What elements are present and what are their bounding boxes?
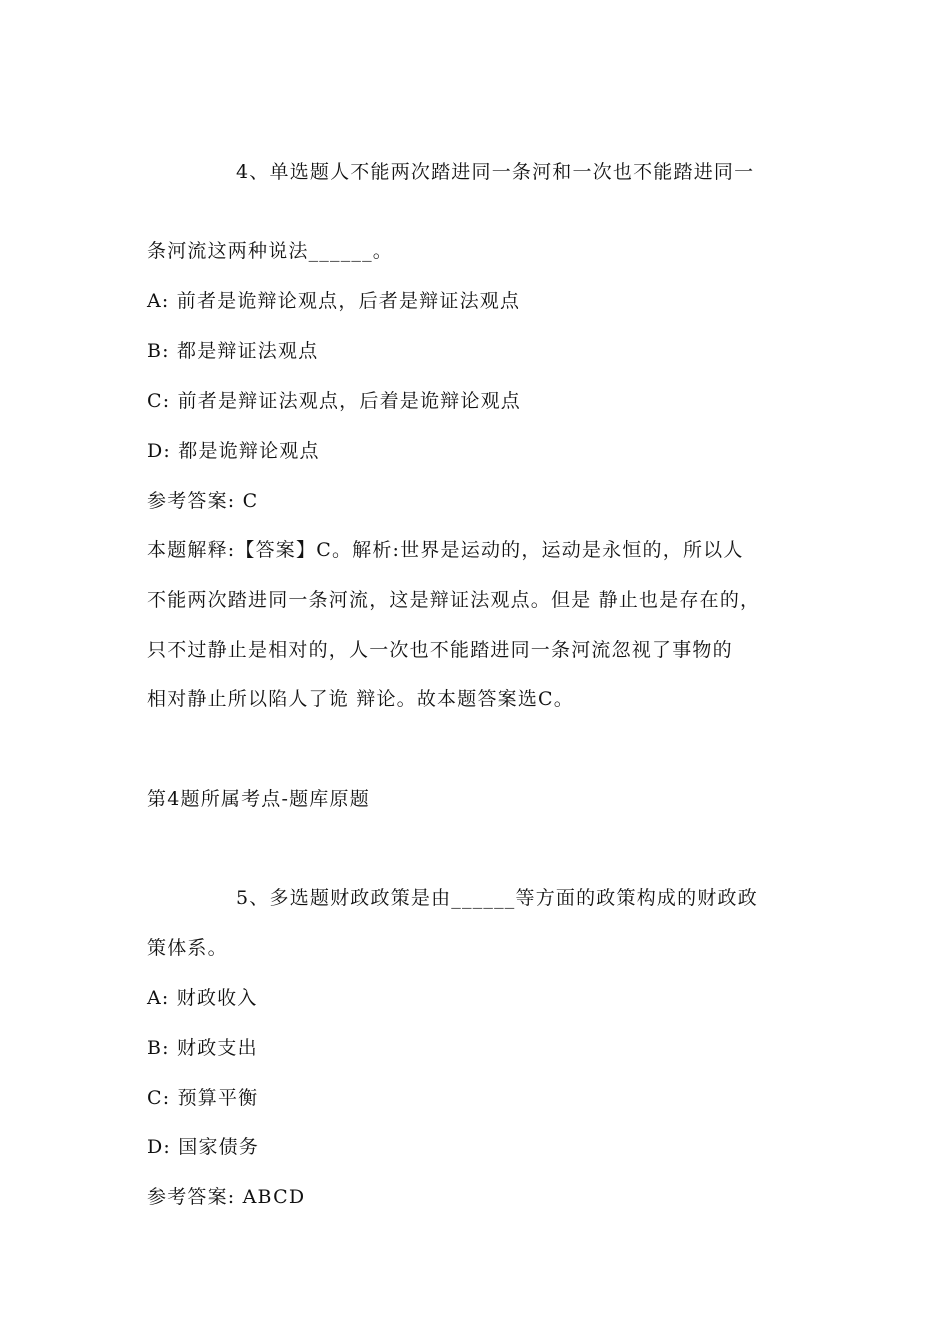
question-5-answer: 参考答案: ABCD bbox=[147, 1186, 306, 1208]
question-5-stem-line-1: 5、多选题财政政策是由______等方面的政策构成的财政政 bbox=[236, 887, 758, 909]
question-4-option-d: D: 都是诡辩论观点 bbox=[147, 440, 320, 462]
question-4-explanation-line-2: 不能两次踏进同一条河流，这是辩证法观点。但是 静止也是存在的， bbox=[147, 589, 761, 611]
question-4-explanation-line-3: 只不过静止是相对的，人一次也不能踏进同一条河流忽视了事物的 bbox=[147, 639, 733, 661]
question-5-option-d: D: 国家债务 bbox=[147, 1136, 260, 1158]
question-4-option-a: A: 前者是诡辩论观点，后者是辩证法观点 bbox=[147, 290, 521, 312]
question-5-option-b: B: 财政支出 bbox=[147, 1037, 258, 1059]
question-4-answer: 参考答案: C bbox=[147, 490, 259, 512]
question-4-option-b: B: 都是辩证法观点 bbox=[147, 340, 319, 362]
question-4-topic: 第4题所属考点-题库原题 bbox=[147, 788, 370, 810]
question-4-explanation-line-1: 本题解释:【答案】C。解析:世界是运动的，运动是永恒的，所以人 bbox=[147, 539, 744, 561]
question-4-stem-line-1: 4、单选题人不能两次踏进同一条河和一次也不能踏进同一 bbox=[236, 161, 755, 183]
question-4-option-c: C: 前者是辩证法观点，后着是诡辩论观点 bbox=[147, 390, 521, 412]
question-5-stem-line-2: 策体系。 bbox=[147, 937, 228, 959]
question-4-stem-line-2: 条河流这两种说法______。 bbox=[147, 240, 394, 262]
question-5-option-c: C: 预算平衡 bbox=[147, 1087, 259, 1109]
question-4-explanation-line-4: 相对静止所以陷人了诡 辩论。故本题答案选C。 bbox=[147, 688, 574, 710]
question-5-option-a: A: 财政收入 bbox=[147, 987, 258, 1009]
